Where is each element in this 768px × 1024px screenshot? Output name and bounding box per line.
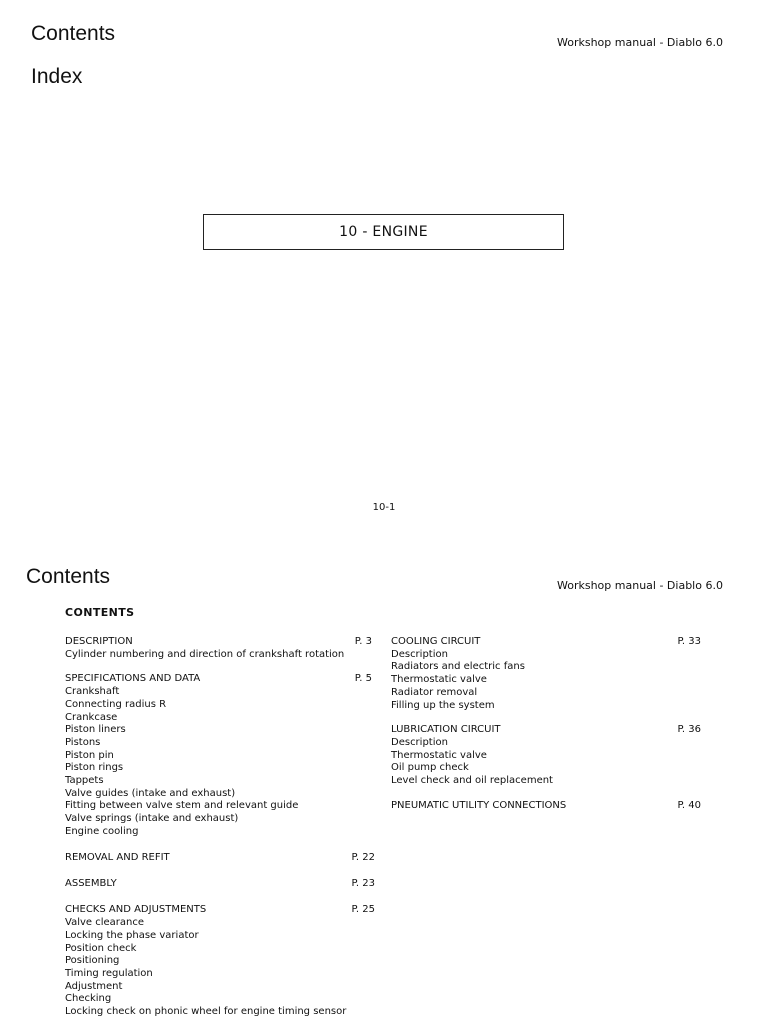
- toc-section-page: P. 33: [677, 636, 701, 647]
- toc-item: Valve guides (intake and exhaust): [65, 787, 236, 799]
- toc-item: Description: [391, 648, 448, 660]
- toc-section: [391, 636, 702, 712]
- toc-left-column: [65, 636, 375, 1019]
- toc-item: Checking: [65, 993, 112, 1005]
- toc-item: Oil pump check: [391, 762, 469, 774]
- toc-section-page: P. 23: [351, 878, 375, 890]
- toc-item: Piston liners: [65, 724, 126, 736]
- toc-section-page: P. 40: [677, 799, 701, 811]
- toc-section-page: P. 36: [677, 724, 701, 736]
- toc-section-page: P. 3: [354, 636, 372, 647]
- toc-section-title: LUBRICATION CIRCUIT: [391, 724, 501, 736]
- toc-section: [65, 878, 375, 891]
- toc-section-head[interactable]: [391, 636, 701, 649]
- toc-section-head[interactable]: [65, 878, 375, 891]
- toc-item: Piston rings: [65, 762, 124, 774]
- toc-item: Engine cooling: [65, 825, 139, 837]
- toc-section: [391, 800, 702, 813]
- toc-section-head[interactable]: [65, 904, 375, 917]
- toc-item: Valve clearance: [65, 917, 145, 929]
- toc-section-title: COOLING CIRCUIT: [391, 636, 481, 647]
- toc-section: [391, 724, 702, 788]
- toc-item: Locking the phase variator: [65, 929, 199, 941]
- toc-item: Fitting between valve stem and relevant guide: [65, 800, 299, 812]
- toc-right-column: [391, 636, 702, 812]
- toc-item: Radiators and electric fans: [391, 661, 525, 673]
- chapter-title: 10 - ENGINE: [339, 224, 428, 240]
- toc-section-head[interactable]: [65, 673, 372, 686]
- toc-item: Description: [391, 736, 448, 748]
- toc-item: Positioning: [65, 955, 120, 967]
- toc-item: Thermostatic valve: [391, 749, 487, 761]
- toc-section: [65, 673, 375, 838]
- toc-item: Valve springs (intake and exhaust): [65, 813, 239, 825]
- toc-section-title: ASSEMBLY: [65, 878, 117, 890]
- page1-title-contents: Contents: [31, 22, 116, 45]
- toc-section-head[interactable]: [391, 800, 701, 813]
- toc-item: Radiator removal: [391, 686, 478, 698]
- toc-item: Pistons: [65, 736, 101, 748]
- toc-section-title: SPECIFICATIONS AND DATA: [65, 673, 201, 685]
- toc-item: Filling up the system: [391, 699, 495, 711]
- toc-section: [65, 852, 375, 865]
- toc-item: Crankcase: [65, 711, 118, 723]
- toc-section-head[interactable]: [65, 852, 375, 865]
- toc-item: Piston pin: [65, 749, 114, 761]
- toc-section-title: DESCRIPTION: [65, 636, 133, 647]
- toc-item: Adjustment: [65, 980, 123, 992]
- toc-item: Thermostatic valve: [391, 674, 487, 686]
- toc-section-title: PNEUMATIC UTILITY CONNECTIONS: [391, 799, 567, 811]
- page1-title-index: Index: [31, 65, 83, 88]
- toc-item: Locking check on phonic wheel for engine timing sensor: [65, 1006, 347, 1018]
- contents-heading: CONTENTS: [65, 606, 135, 619]
- chapter-title-box: [203, 214, 564, 250]
- toc-item: Position check: [65, 942, 137, 954]
- toc-section-title: REMOVAL AND REFIT: [65, 852, 170, 864]
- toc-section-page: P. 5: [354, 673, 372, 685]
- toc-item: Connecting radius R: [65, 698, 167, 710]
- page2-manual-title: Workshop manual - Diablo 6.0: [557, 579, 723, 592]
- page1-manual-title: Workshop manual - Diablo 6.0: [557, 36, 723, 49]
- toc-section-head[interactable]: [65, 636, 372, 649]
- toc-section: [65, 904, 375, 1018]
- toc-item: Tappets: [65, 775, 104, 787]
- toc-item: Level check and oil replacement: [391, 775, 553, 787]
- toc-item: Crankshaft: [65, 686, 120, 698]
- toc-item: Timing regulation: [65, 967, 153, 979]
- page-number: 10-1: [372, 502, 396, 513]
- toc-section-title: CHECKS AND ADJUSTMENTS: [65, 904, 207, 916]
- toc-section: [65, 636, 375, 661]
- toc-section-head[interactable]: [391, 724, 701, 737]
- page2-title: Contents: [26, 565, 111, 588]
- toc-item: Cylinder numbering and direction of crankshaft rotation: [65, 648, 345, 660]
- toc-section-page: P. 25: [351, 904, 375, 916]
- toc-section-page: P. 22: [351, 852, 375, 864]
